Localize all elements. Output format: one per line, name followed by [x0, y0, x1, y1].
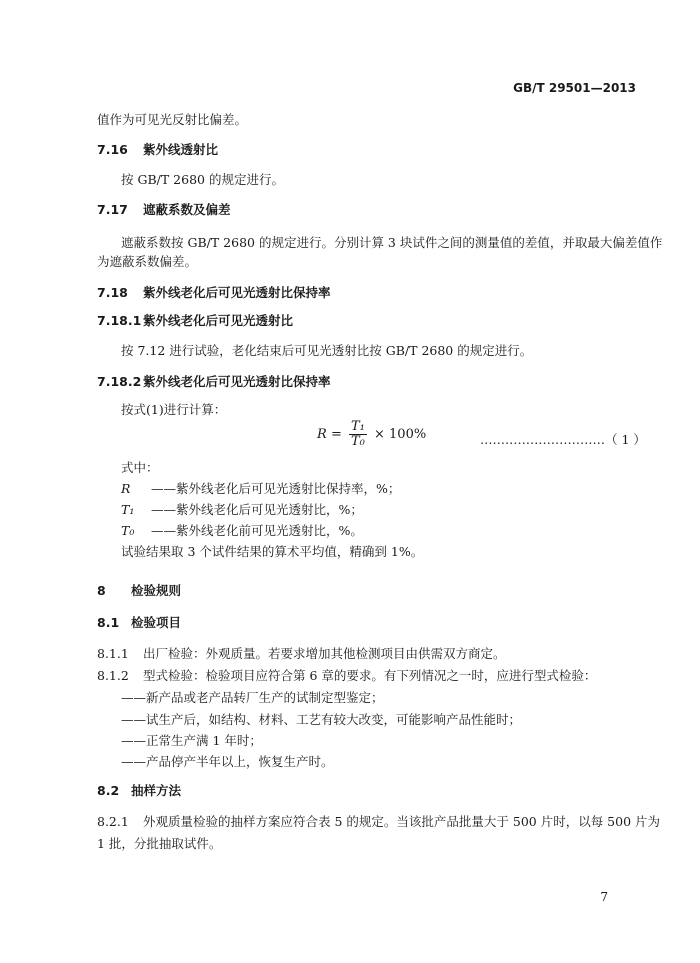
section-8-heading [97, 581, 181, 599]
section-8-1-1 [97, 644, 506, 662]
section-number: 8.2 [97, 783, 120, 798]
section-number: 7.18 [97, 285, 128, 300]
section-7-17-line1: 遮蔽系数按 GB/T 2680 的规定进行。分别计算 3 块试件之间的测量值的差值，并取最大偏差值作 [121, 235, 663, 250]
formula [317, 420, 426, 449]
section-title: 检验项目 [131, 615, 182, 630]
section-7-16-heading [97, 140, 218, 158]
section-8-2-1-line1 [97, 812, 660, 830]
formula-equals: = [330, 427, 342, 442]
list-item: ——正常生产满 1 年时； [121, 733, 262, 748]
list-item: ——产品停产半年以上，恢复生产时。 [121, 754, 334, 769]
equation-number: …………………………（ 1 ） [480, 432, 646, 447]
definition-text: ——紫外线老化后可见光透射比保持率，%； [151, 481, 401, 496]
section-number: 8.2.1 [97, 814, 129, 829]
definition-symbol: R [121, 481, 131, 496]
formula-denominator: T₀ [350, 434, 365, 449]
formula-numerator: T₁ [350, 419, 365, 434]
formula-intro: 按式(1)进行计算： [121, 402, 227, 417]
section-number: 8 [97, 583, 106, 598]
section-7-17-heading [97, 200, 231, 218]
section-8-2-heading [97, 781, 181, 799]
definition-symbol: T₀ [121, 523, 135, 538]
section-7-18-1-heading [97, 311, 293, 329]
section-number: 7.17 [97, 202, 128, 217]
definition-text: ——紫外线老化前可见光透射比，%。 [151, 523, 363, 538]
section-7-16-text: 按 GB/T 2680 的规定进行。 [121, 172, 284, 187]
section-7-18-heading [97, 283, 331, 301]
section-8-1-heading [97, 613, 181, 631]
section-text: 出厂检验：外观质量。若要求增加其他检测项目由供需双方商定。 [143, 646, 506, 661]
section-number: 8.1.1 [97, 646, 129, 661]
section-title: 紫外线透射比 [143, 142, 219, 157]
section-number: 8.1.2 [97, 668, 129, 683]
section-title: 抽样方法 [131, 783, 182, 798]
section-7-18-2-heading [97, 372, 331, 390]
definition-row [121, 500, 363, 518]
section-7-18-1-text: 按 7.12 进行试验，老化结束后可见光透射比按 GB/T 2680 的规定进行。 [121, 343, 533, 358]
section-title: 检验规则 [131, 583, 182, 598]
section-number: 7.18.2 [97, 374, 142, 389]
section-text: 型式检验：检验项目应符合第 6 章的要求。有下列情况之一时，应进行型式检验： [143, 668, 597, 683]
definition-text: ——紫外线老化后可见光透射比，%； [151, 502, 363, 517]
formula-fraction [349, 420, 367, 449]
section-number: 7.16 [97, 142, 128, 157]
section-title: 紫外线老化后可见光透射比保持率 [143, 285, 331, 300]
section-number: 8.1 [97, 615, 120, 630]
section-text: 外观质量检验的抽样方案应符合表 5 的规定。当该批产品批量大于 500 片时，以每 500 片为 [143, 814, 661, 829]
list-item: ——试生产后，如结构、材料、工艺有较大改变，可能影响产品性能时； [121, 712, 522, 727]
formula-rhs: × 100% [374, 427, 427, 442]
standard-code: GB/T 29501—2013 [513, 81, 636, 95]
definition-symbol: T₁ [121, 502, 135, 517]
continued-line: 值作为可见光反射比偏差。 [97, 112, 248, 127]
formula-lhs: R [317, 427, 327, 442]
where-label: 式中： [121, 460, 159, 475]
section-8-2-1-line2: 1 批，分批抽取试件。 [97, 836, 222, 851]
section-title: 遮蔽系数及偏差 [143, 202, 231, 217]
section-8-1-2 [97, 666, 596, 684]
section-title: 紫外线老化后可见光透射比保持率 [143, 374, 331, 389]
definition-row [121, 479, 400, 497]
page-number: 7 [600, 890, 608, 904]
result-statement: 试验结果取 3 个试件结果的算术平均值，精确到 1%。 [121, 544, 424, 559]
section-title: 紫外线老化后可见光透射比 [143, 313, 294, 328]
section-number: 7.18.1 [97, 313, 142, 328]
list-item: ——新产品或老产品转厂生产的试制定型鉴定； [121, 690, 384, 705]
section-7-17-line2: 为遮蔽系数偏差。 [97, 254, 198, 269]
definition-row [121, 521, 363, 539]
